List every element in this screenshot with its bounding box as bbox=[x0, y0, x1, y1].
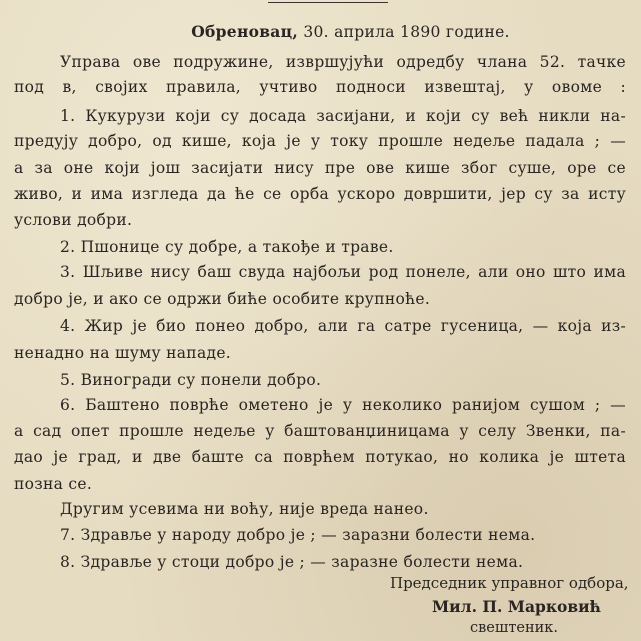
item-7-line: 7. Здравље у народу добро је ; — заразни болести нема. bbox=[60, 526, 536, 544]
item-1-line: а за оне који још засијати нису пре ове кише због суше, оре се bbox=[14, 159, 626, 177]
item-4-line: ненадно на шуму нападе. bbox=[14, 344, 232, 362]
signature-name: Мил. П. Марковић bbox=[432, 597, 601, 616]
item-1-line: предују добро, од кише, која је у току прошле недеље падала ; — bbox=[14, 132, 626, 150]
item-1-line: услови добри. bbox=[14, 211, 133, 229]
item-3-line: 3. Шљиве нису баш свуда најбољи род понеле, али оно што има bbox=[60, 263, 626, 281]
paragraph-line: Управа ове подружине, извршујући одредбу члана 52. тачке bbox=[60, 53, 626, 71]
dateline-date: 30. априла 1890 године. bbox=[303, 23, 510, 41]
signature-title: Председник управног одбора, bbox=[390, 574, 629, 592]
item-5-line: 5. Виногради су понели добро. bbox=[60, 371, 322, 389]
item-6-line: позна се. bbox=[14, 475, 93, 493]
item-8-line: 8. Здравље у стоци добро је ; — заразне болести нема. bbox=[60, 553, 524, 571]
paragraph-line: Другим усевима ни воћу, није вреда нанео. bbox=[60, 500, 429, 518]
dateline bbox=[0, 22, 641, 42]
dateline-place: Обреновац, bbox=[191, 22, 299, 41]
item-6-line: дао је град, и две баште са поврћем потукао, но колика је штета bbox=[14, 448, 626, 466]
item-4-line: 4. Жир је био понео добро, али га сатре гусеница, — која из- bbox=[60, 317, 626, 335]
item-1-line: живо, и има изгледа да ће се орба ускоро довршити, јер су за исту bbox=[14, 185, 626, 203]
item-6-line: 6. Баштено поврће ометено је у неколико ранијом сушом ; — bbox=[60, 396, 626, 414]
top-rule bbox=[268, 2, 388, 3]
item-2-line: 2. Пшонице су добре, а такође и траве. bbox=[60, 238, 394, 256]
signature-role: свештеник. bbox=[470, 620, 558, 636]
paragraph-line: под в, својих правила, учтиво подноси извештај, у овоме : bbox=[14, 78, 626, 96]
item-3-line: добро је, и ако се одржи биће особите крупноће. bbox=[14, 290, 431, 308]
item-1-line: 1. Кукурузи који су досада засијани, и који су већ никли на- bbox=[60, 107, 626, 125]
item-6-line: а сад опет прошле недеље у баштованџиницама у селу Звенки, па- bbox=[14, 422, 626, 440]
